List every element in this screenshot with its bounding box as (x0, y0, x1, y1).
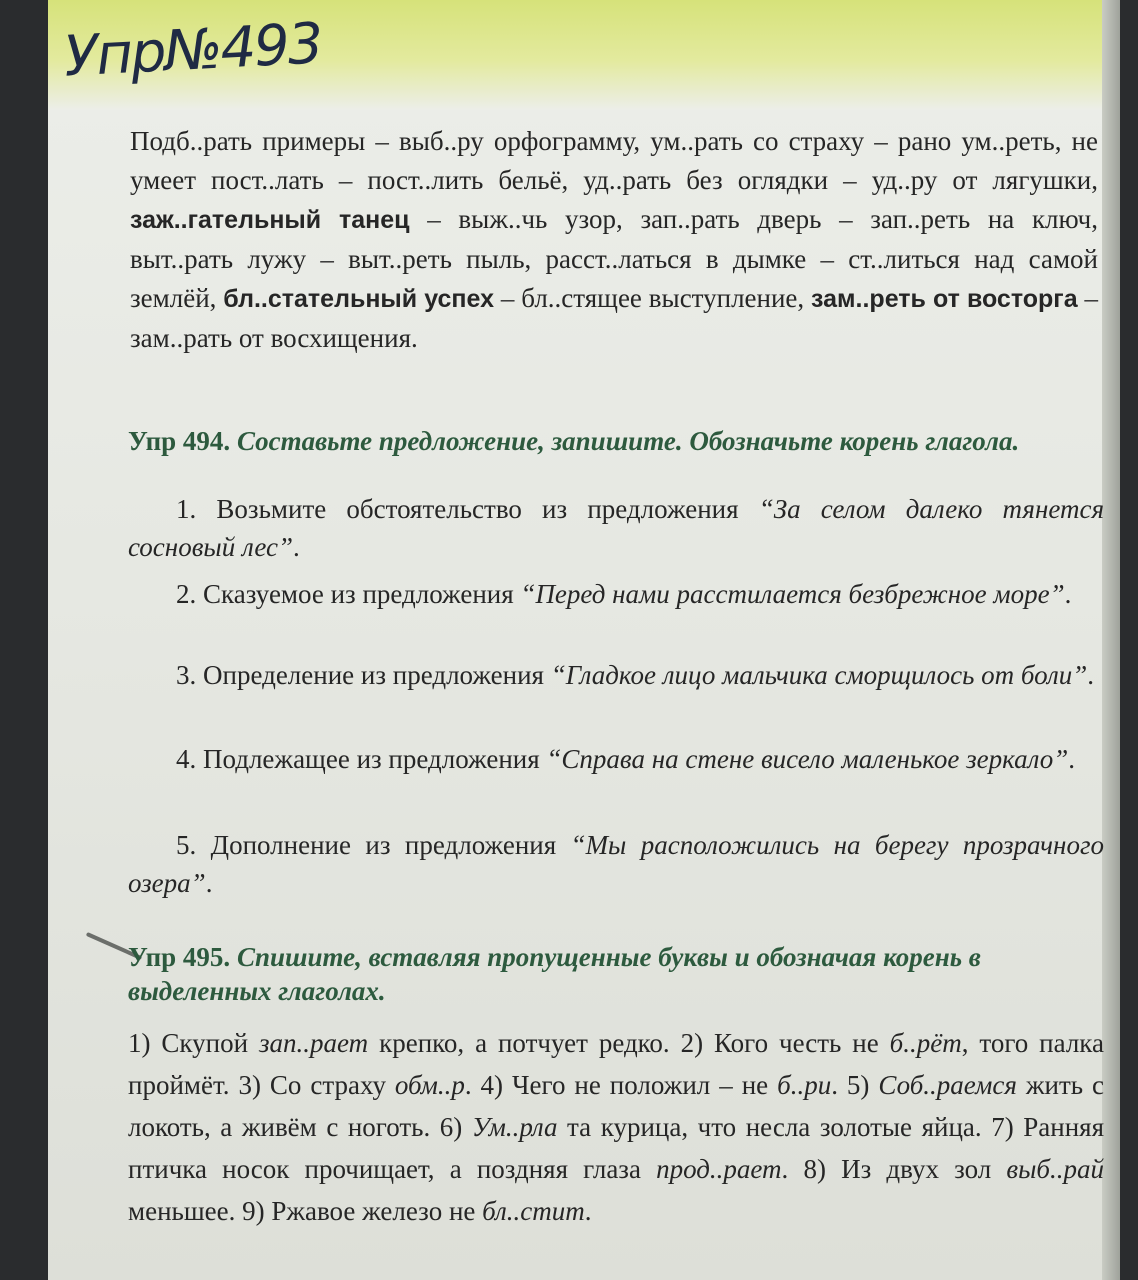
item-text: Дополнение из предложения (210, 830, 571, 860)
item-quote: “Перед нами расстилается безбрежное море” (520, 579, 1065, 609)
list-item (128, 490, 1104, 566)
text-run: . 5) (831, 1070, 879, 1100)
item-number: 3. (176, 660, 197, 690)
exercise-number: Упр 494. (128, 426, 231, 456)
text-run: крепко, а потчует редко. 2) Кого честь не (368, 1028, 890, 1058)
text-run: меньшее. 9) Ржавое железо не (128, 1196, 483, 1226)
item-text: Определение из предложения (203, 660, 551, 690)
highlighted-verb: б..ри (777, 1070, 832, 1100)
item-number: 4. (176, 744, 197, 774)
item-quote: “За селом далеко тянется сосновый лес” (128, 494, 1104, 562)
text-run: . (584, 1196, 592, 1226)
text-run: та курица, что несла золотые яйца. 7) Ранняя птичка носок прочищает, а поздняя глаза (128, 1112, 1104, 1184)
handwritten-title: Упр№493 (62, 11, 323, 90)
text-run: – бл..стящее выступление, (494, 283, 812, 313)
text-run: . 4) Чего не положил – не (464, 1070, 778, 1100)
exercise-task: Составьте предложение, запишите. Обозначьте корень глагола. (236, 426, 1020, 456)
item-quote: “Справа на стене висело маленькое зеркало” (546, 744, 1069, 774)
item-end: . (205, 868, 213, 898)
list-item (128, 575, 1104, 613)
item-end: . (1068, 744, 1075, 774)
exercise-number: Упр 495. (128, 942, 231, 972)
text-run: 1) Скупой (128, 1028, 259, 1058)
bold-phrase: зам..реть от восторга (811, 285, 1078, 313)
bold-phrase: бл..стательный успех (223, 285, 494, 313)
textbook-page (48, 0, 1120, 1280)
highlighted-verb: обм..р (394, 1070, 465, 1100)
text-run: жить с локоть, а живём с ноготь. 6) (128, 1070, 1105, 1142)
highlighted-verb: бл..стит (482, 1196, 585, 1226)
exercise-494-heading (128, 424, 1104, 458)
page-edge (1102, 0, 1120, 1280)
exercise-495-heading (128, 940, 1104, 1008)
item-text: Возьмите обстоятельство из предложения (216, 494, 759, 524)
item-end: . (1064, 579, 1072, 609)
text-run: , того палка проймёт. 3) Со страху (128, 1028, 1104, 1100)
exercise-495-text (128, 1022, 1104, 1232)
item-quote: “Гладкое лицо мальчика сморщилось от боли” (550, 660, 1088, 690)
highlighted-verb: выб..рай (1006, 1154, 1104, 1184)
text-run: – зам..рать от восхищения. (130, 283, 1098, 353)
item-number: 5. (176, 830, 197, 860)
item-text: Сказуемое из предложения (203, 579, 521, 609)
bold-phrase: заж..гательный танец (130, 206, 410, 234)
exercise-task: Спишите, вставляя пропущенные буквы и обозначая корень в выделенных глаголах. (128, 942, 981, 1006)
item-quote: “Мы расположились на берегу прозрачного озера” (128, 830, 1104, 898)
list-item (128, 656, 1104, 694)
highlighted-verb: зап..рает (259, 1028, 369, 1058)
item-end: . (293, 532, 300, 562)
exercise-493-text (130, 122, 1098, 358)
text-run: – выж..чь узор, зап..рать дверь – зап..реть на ключ, выт..рать лужу – выт..реть пыль, расст..латься в дымке – ст..литься над самой землёй, (130, 204, 1099, 313)
item-number: 1. (176, 494, 197, 524)
text-run: . 8) Из двух зол (781, 1154, 1007, 1184)
highlighted-verb: прод..рает (656, 1154, 782, 1184)
highlighted-verb: Соб..раемся (878, 1070, 1017, 1100)
text-run: Подб..рать примеры – выб..ру орфограмму, ум..рать со страху – рано ум..реть, не умеет пост..лать – пост..лить бельё, уд..рать без оглядки – уд..ру от лягушки, (130, 126, 1098, 195)
list-item (128, 740, 1104, 778)
item-end: . (1087, 660, 1095, 690)
list-item (128, 826, 1104, 902)
item-number: 2. (176, 579, 197, 609)
item-text: Подлежащее из предложения (203, 744, 547, 774)
highlighted-verb: б..рёт (889, 1028, 962, 1058)
highlighted-verb: Ум..рла (471, 1112, 558, 1142)
